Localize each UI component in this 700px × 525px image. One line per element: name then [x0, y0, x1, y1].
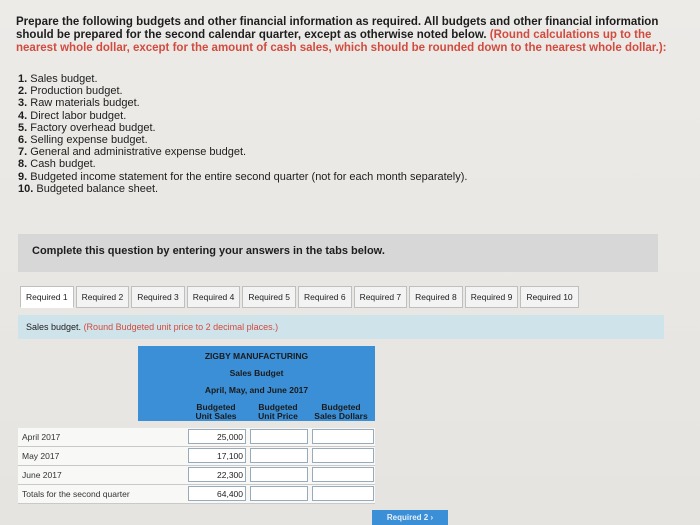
- list-item: 2. Production budget.: [18, 85, 123, 98]
- table-body: [18, 428, 375, 504]
- tab-required-5[interactable]: Required 5: [242, 286, 296, 308]
- tab-required-10[interactable]: Required 10: [520, 286, 578, 308]
- unit-sales-input[interactable]: 17,100: [188, 448, 246, 463]
- next-required-button[interactable]: [372, 510, 448, 525]
- tab-required-2[interactable]: Required 2: [76, 286, 130, 308]
- unit-sales-input[interactable]: 22,300: [188, 467, 246, 482]
- list-item: 8. Cash budget.: [18, 158, 96, 171]
- unit-price-input[interactable]: [250, 448, 308, 463]
- unit-price-total[interactable]: [250, 486, 308, 501]
- requirements-list: [18, 73, 467, 195]
- list-item: 7. General and administrative expense budget.: [18, 146, 247, 159]
- tab-required-6[interactable]: Required 6: [298, 286, 352, 308]
- list-item: 3. Raw materials budget.: [18, 97, 140, 110]
- unit-sales-total[interactable]: 64,400: [188, 486, 246, 501]
- tab-required-9[interactable]: Required 9: [465, 286, 519, 308]
- row-label: Totals for the second quarter: [22, 489, 130, 499]
- sales-dollars-total[interactable]: [312, 486, 374, 501]
- instructions-text: Prepare the following budgets and other financial information as required. All budgets and other financial information should be prepared for the second calendar quarter, except as otherwise noted below.: [16, 16, 659, 41]
- next-button-label: Required 2: [386, 513, 429, 522]
- tab-required-4[interactable]: Required 4: [187, 286, 241, 308]
- sales-dollars-input[interactable]: [312, 448, 374, 463]
- table-row: [18, 428, 375, 447]
- column-header-unit-price: Budgeted Unit Price: [258, 402, 298, 421]
- list-item: 1. Sales budget.: [18, 73, 98, 85]
- sales-budget-table: [18, 346, 375, 501]
- unit-price-input[interactable]: [250, 467, 308, 482]
- company-name: ZIGBY MANUFACTURING: [204, 351, 309, 361]
- row-label: May 2017: [22, 451, 60, 461]
- table-row: [18, 485, 375, 504]
- tab-required-3[interactable]: Required 3: [131, 286, 185, 308]
- chevron-right-icon: ›: [430, 513, 434, 522]
- unit-price-input[interactable]: [250, 429, 308, 444]
- rounding-note: (Round calculations up to the nearest whole dollar, except for the amount of cash sales, which should be rounded down to the nearest whole dollar.):: [16, 29, 667, 54]
- list-item: 6. Selling expense budget.: [18, 134, 148, 147]
- instructions-paragraph: [16, 16, 684, 55]
- instruction-note: (Round Budgeted unit price to 2 decimal places.): [83, 322, 279, 332]
- sales-dollars-input[interactable]: [312, 429, 374, 444]
- tab-instruction-bar: [18, 315, 664, 339]
- column-header-sales-dollars: Budgeted Sales Dollars: [314, 402, 368, 421]
- row-label: April 2017: [22, 432, 61, 442]
- budget-title: Sales Budget: [229, 368, 284, 378]
- column-header-unit-sales: Budgeted Unit Sales: [195, 402, 237, 421]
- list-item: 9. Budgeted income statement for the entire second quarter (not for each month separately).: [18, 170, 468, 183]
- tab-required-8[interactable]: Required 8: [409, 286, 463, 308]
- question-panel: [18, 234, 658, 272]
- panel-heading: Complete this question by entering your answers in the tabs below.: [32, 245, 385, 257]
- list-item: 4. Direct labor budget.: [18, 109, 127, 122]
- sales-dollars-input[interactable]: [312, 467, 374, 482]
- tab-required-7[interactable]: Required 7: [354, 286, 408, 308]
- list-item: 5. Factory overhead budget.: [18, 121, 156, 134]
- table-row: [18, 466, 375, 485]
- tab-required-1[interactable]: Required 1: [20, 286, 74, 308]
- budget-period: April, May, and June 2017: [204, 385, 309, 395]
- table-row: [18, 447, 375, 466]
- unit-sales-input[interactable]: 25,000: [188, 429, 246, 444]
- requirement-tabs: [20, 286, 581, 308]
- list-item: 10. Budgeted balance sheet.: [18, 182, 159, 195]
- instruction-text: Sales budget.: [26, 322, 82, 332]
- row-label: June 2017: [22, 470, 62, 480]
